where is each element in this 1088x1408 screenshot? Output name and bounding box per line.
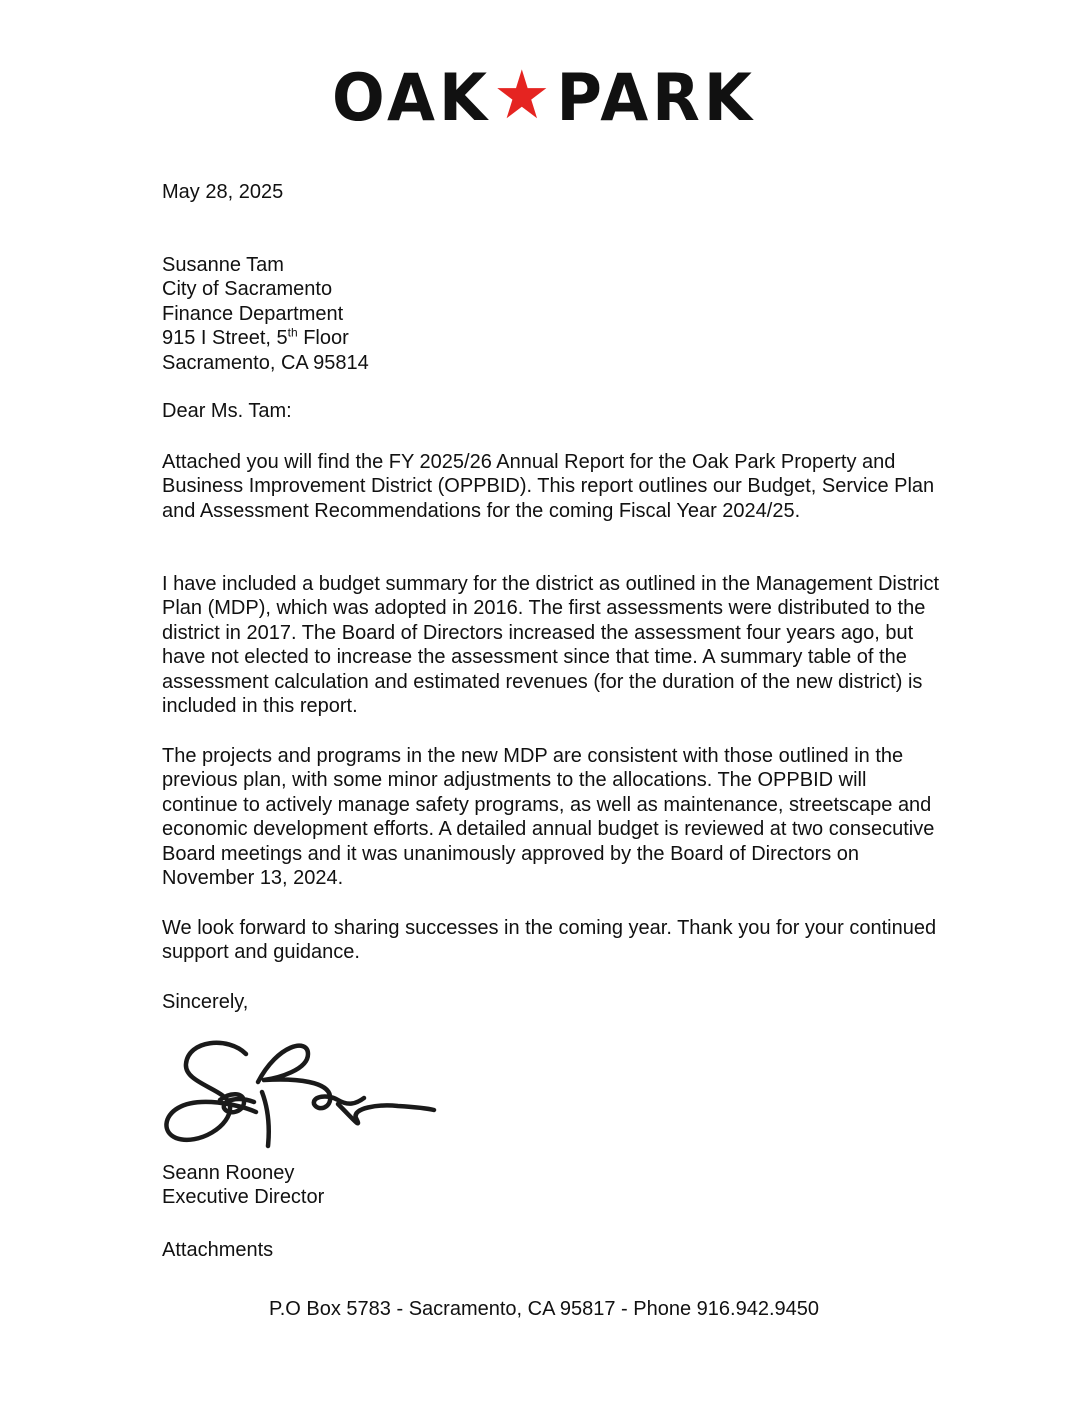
recipient-name: Susanne Tam	[162, 254, 284, 276]
recipient-dept: Finance Department	[162, 302, 344, 325]
signer-name: Seann Rooney	[162, 1162, 295, 1184]
signer-title: Executive Director	[162, 1186, 325, 1209]
oak-park-logo	[0, 57, 1088, 136]
paragraph-3: The projects and programs in the new MDP are consistent with those outlined in the previous plan, with some minor adjustments to the allocations. The OPPBID will continue to actively manage safety programs, as well as maintenance, streetscape and economic development efforts. A detailed annual budget is reviewed at two consecutive Board meetings and it was unanimously approved by the Board of Directors on November 13, 2024.	[162, 745, 935, 890]
letter-date: May 28, 2025	[162, 181, 284, 203]
recipient-org: City of Sacramento	[162, 278, 333, 301]
recipient-city: Sacramento, CA 95814	[162, 351, 369, 374]
attachments-note: Attachments	[162, 1239, 274, 1261]
recipient-address	[162, 253, 942, 375]
logo-text-right: PARK	[556, 59, 756, 136]
logo-text-left: OAK	[332, 59, 492, 136]
recipient-street: 915 I Street, 5th Floor	[162, 325, 349, 350]
signature-image	[158, 1034, 438, 1159]
closing: Sincerely,	[162, 991, 249, 1013]
star-icon: ★	[493, 57, 555, 135]
paragraph-4: We look forward to sharing successes in the coming year. Thank you for your continued support and guidance.	[162, 917, 937, 964]
footer-contact: P.O Box 5783 - Sacramento, CA 95817 - Phone 916.942.9450	[268, 1298, 820, 1320]
signer-block	[162, 1161, 942, 1210]
paragraph-2: I have included a budget summary for the district as outlined in the Management District Plan (MDP), which was adopted in 2016. The first assessments were distributed to the district in 2017. The Board of Directors increased the assessment four years ago, but have not elected to increase the assessment since that time. A summary table of the assessment calculation and estimated revenues (for the duration of the new district) is included in this report.	[162, 573, 940, 718]
paragraph-1: Attached you will find the FY 2025/26 Annual Report for the Oak Park Property and Business Improvement District (OPPBID). This report outlines our Budget, Service Plan and Assessment Recommendations for the coming Fiscal Year 2024/25.	[162, 451, 935, 522]
salutation: Dear Ms. Tam:	[162, 400, 292, 422]
